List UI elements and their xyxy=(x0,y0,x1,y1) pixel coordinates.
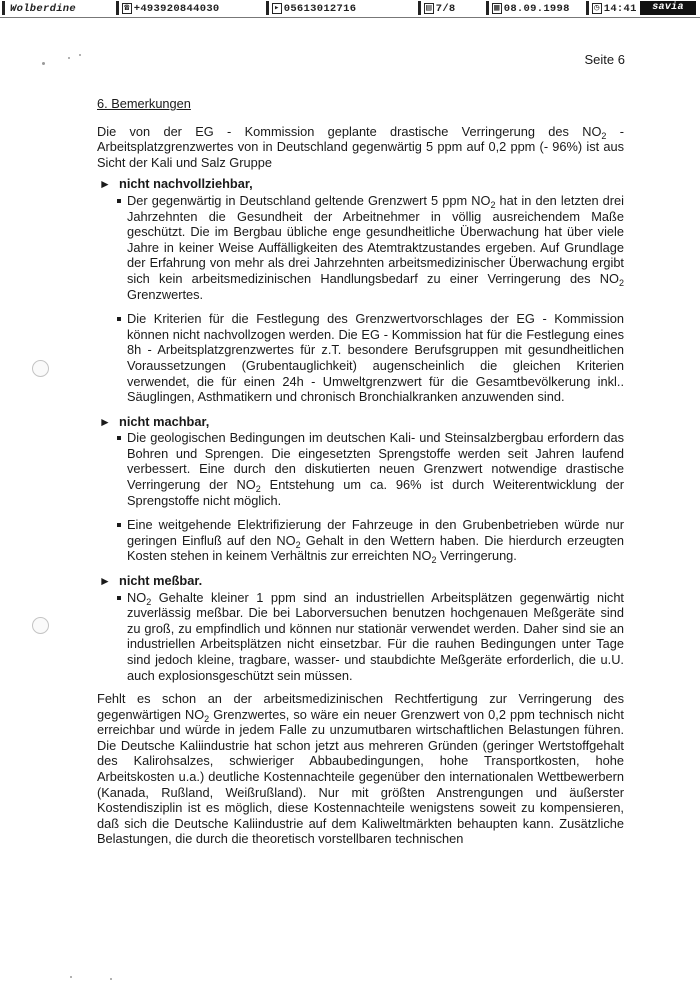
clock-icon: ◷ xyxy=(594,3,600,13)
fax-logo: savia xyxy=(640,1,696,15)
fax-date-text: 08.09.1998 xyxy=(503,3,570,15)
subscript: 2 xyxy=(204,713,210,724)
bullet-text: Entstehung um ca. 96% ist durch Weiterentwicklung der Sprengstoffe nicht möglich. xyxy=(127,477,625,508)
fax-separator xyxy=(418,1,421,15)
fax-sender: Wolberdine xyxy=(10,3,77,15)
fax-time xyxy=(592,3,637,15)
fax-page xyxy=(424,3,456,15)
arrow-right-icon: ► xyxy=(99,414,111,429)
intro-paragraph xyxy=(97,124,624,171)
recipient-icon: ▸ xyxy=(274,3,280,13)
scan-speck xyxy=(110,978,112,980)
bullet-text: Gehalte kleiner 1 ppm sind an industriellen Arbeitsplätzen gegenwärtig nicht zuverlässig meßbar. Die bei Laborversuchen benutzen hochgenauen Meßgeräte sind zu groß, zu empfindlich und können nur stationär verwendet werden. Daher sind sie an industriellen Arbeitsplätzen nicht einsetzbar. Für die rauhen Bedingungen unter Tage sind jedoch kleine, tragbare, wasser- und staubdichte Meßgeräte erforderlich, die u.U. auch explosionsgeschützt sein müssen. xyxy=(127,589,624,683)
fax-to-number xyxy=(272,3,356,15)
page-icon: ▤ xyxy=(426,3,432,13)
fax-to-number-text: 05613012716 xyxy=(283,3,357,15)
bullet-item xyxy=(127,430,624,508)
fax-from-number xyxy=(122,3,220,15)
fax-date xyxy=(492,3,570,15)
criterion-title-text: nicht nachvollziehbar, xyxy=(119,176,253,192)
fax-separator xyxy=(266,1,269,15)
page-number: Seite 6 xyxy=(584,52,625,67)
bullet-text: Der gegenwärtig in Deutschland geltende Grenzwert 5 ppm NO xyxy=(127,192,491,208)
scan-speck xyxy=(70,976,72,978)
calendar-icon: ▦ xyxy=(494,3,500,13)
fax-separator xyxy=(486,1,489,15)
fax-header xyxy=(0,0,700,17)
criterion-title-text: nicht machbar, xyxy=(119,413,210,429)
subscript: 2 xyxy=(490,199,496,210)
subscript: 2 xyxy=(618,277,624,288)
bullet-text: Grenzwertes. xyxy=(127,286,204,302)
fax-separator xyxy=(586,1,589,15)
remarks-section xyxy=(97,96,624,692)
subscript: 2 xyxy=(601,130,607,141)
intro-text: Die von der EG - Kommission geplante drastische Verringerung des NO xyxy=(97,123,602,139)
subscript: 2 xyxy=(255,484,261,495)
criterion xyxy=(97,414,624,564)
subscript: 2 xyxy=(146,596,152,607)
phone-icon: ☎ xyxy=(124,3,130,13)
fax-separator xyxy=(2,1,5,15)
conclusion-text: Fehlt es schon an der arbeitsmedizinischen Rechtfertigung zur Verringerung des gegenwärtigen NO xyxy=(97,691,624,722)
arrow-right-icon: ► xyxy=(99,177,111,192)
fax-time-text: 14:41 xyxy=(603,3,637,15)
fax-header-rule xyxy=(0,17,700,18)
fax-separator xyxy=(116,1,119,15)
bullet-item xyxy=(127,590,624,684)
bullet-text: Verringerung. xyxy=(436,548,517,564)
conclusion-text: Grenzwertes, so wäre ein neuer Grenzwert von 0,2 ppm technisch nicht erreichbar und würde in jedem Falle zu unzumutbaren wirtschaftlichen Belastungen führen. Die Deutsche Kaliindustrie hat schon jetzt aus mehreren Gründen (geringer Wertstoffgehalt des Kalirohsalzes, schwieriger Abbaubedingungen, hohe Transportkosten, hohe Arbeitskosten u.a.) deutliche Kostennachteile gegenüber den internationalen Wettbewerbern (Kanada, Rußland, Weißrußland). Nur mit größten Anstrengungen und äußerster Kostendisziplin ist es möglich, diese Kostennachteile wenigstens soweit zu kompensieren, daß sich die Deutsche Kaliindustrie auf dem Kaliweltmärkten behaupten kann. Zusätzliche Belastungen, die durch die theoretisch vorstellbaren technischen xyxy=(97,706,624,847)
punch-hole xyxy=(32,360,49,377)
bullet-text: NO xyxy=(127,589,147,605)
subscript: 2 xyxy=(295,539,301,550)
section-title: 6. Bemerkungen xyxy=(97,96,191,111)
scan-speck xyxy=(79,54,81,56)
bullet-item xyxy=(127,193,624,302)
bullet-item xyxy=(127,517,624,564)
criterion xyxy=(97,573,624,683)
fax-page-text: 7/8 xyxy=(435,3,456,15)
conclusion-paragraph xyxy=(97,691,624,847)
criterion-title-text: nicht meßbar. xyxy=(119,573,203,589)
scan-speck xyxy=(68,57,70,59)
bullet-text: hat in den letzten drei Jahrzehnten die Gesundheit der Arbeitnehmer in völlig ausreichendem Maße geschützt. Die im Bergbau übliche enge gesundheitliche Überwachung hat über viele Jahre in keiner Weise Auffälligkeiten des Atemtraktzustandes ergeben. Auf Grundlage der Erfahrung von mehr als drei Jahrzehnten arbeitsmedizinischer Überwachung ergibt sich kein arbeitsmedizinischen Handlungsbedarf zu einer Verringerung des NO xyxy=(127,192,625,286)
scan-speck xyxy=(42,62,45,65)
fax-from-number-text: +493920844030 xyxy=(133,3,220,15)
bullet-text: Eine weitgehende Elektrifizierung der Fahrzeuge in den Grubenbetrieben würde nur geringen Einfluß auf den NO xyxy=(127,517,624,548)
intro-text: - Arbeitsplatzgrenzwertes von in Deutschland gegenwärtig 5 ppm auf 0,2 ppm (- 96%) ist aus Sicht der Kali und Salz Gruppe xyxy=(97,123,624,170)
bullet-text: Die Kriterien für die Festlegung des Grenzwertvorschlages der EG - Kommission können nicht nachvollzogen werden. Die EG - Kommission hat für die Festlegung eines 8h - Arbeitsplatzgrenzwertes für z.T. besondere Berufsgruppen mit gesundheitlichen Voraussetzungen (Grubentauglichkeit) augenscheinlich die gleichen Kriterien verwendet, die für einen 24h - Umweltgrenzwert für die Gesamtbevölkerung inkl.. Säuglingen, Asthmatikern und chronisch Bronchialkranken anzuwenden sind. xyxy=(127,311,624,405)
criterion-title xyxy=(99,573,624,590)
criterion xyxy=(97,176,624,404)
bullet-text: Gehalt in den Wettern haben. Die hierdurch erzeugten Kosten stehen in keinem Verhältnis zur erreichten NO xyxy=(127,532,624,564)
arrow-right-icon: ► xyxy=(99,574,111,589)
punch-hole xyxy=(32,617,49,634)
subscript: 2 xyxy=(431,555,437,566)
bullet-text: Die geologischen Bedingungen im deutschen Kali- und Steinsalzbergbau erfordern das Bohren und Sprengen. Die eingesetzten Sprengstoffe werden seit Jahren laufend verbessert. Eine durch den diskutierten neuen Grenzwert notwendige drastische Verringerung der NO xyxy=(127,430,624,493)
criterion-title xyxy=(99,414,624,431)
criterion-title xyxy=(99,176,624,193)
bullet-item xyxy=(127,311,624,405)
